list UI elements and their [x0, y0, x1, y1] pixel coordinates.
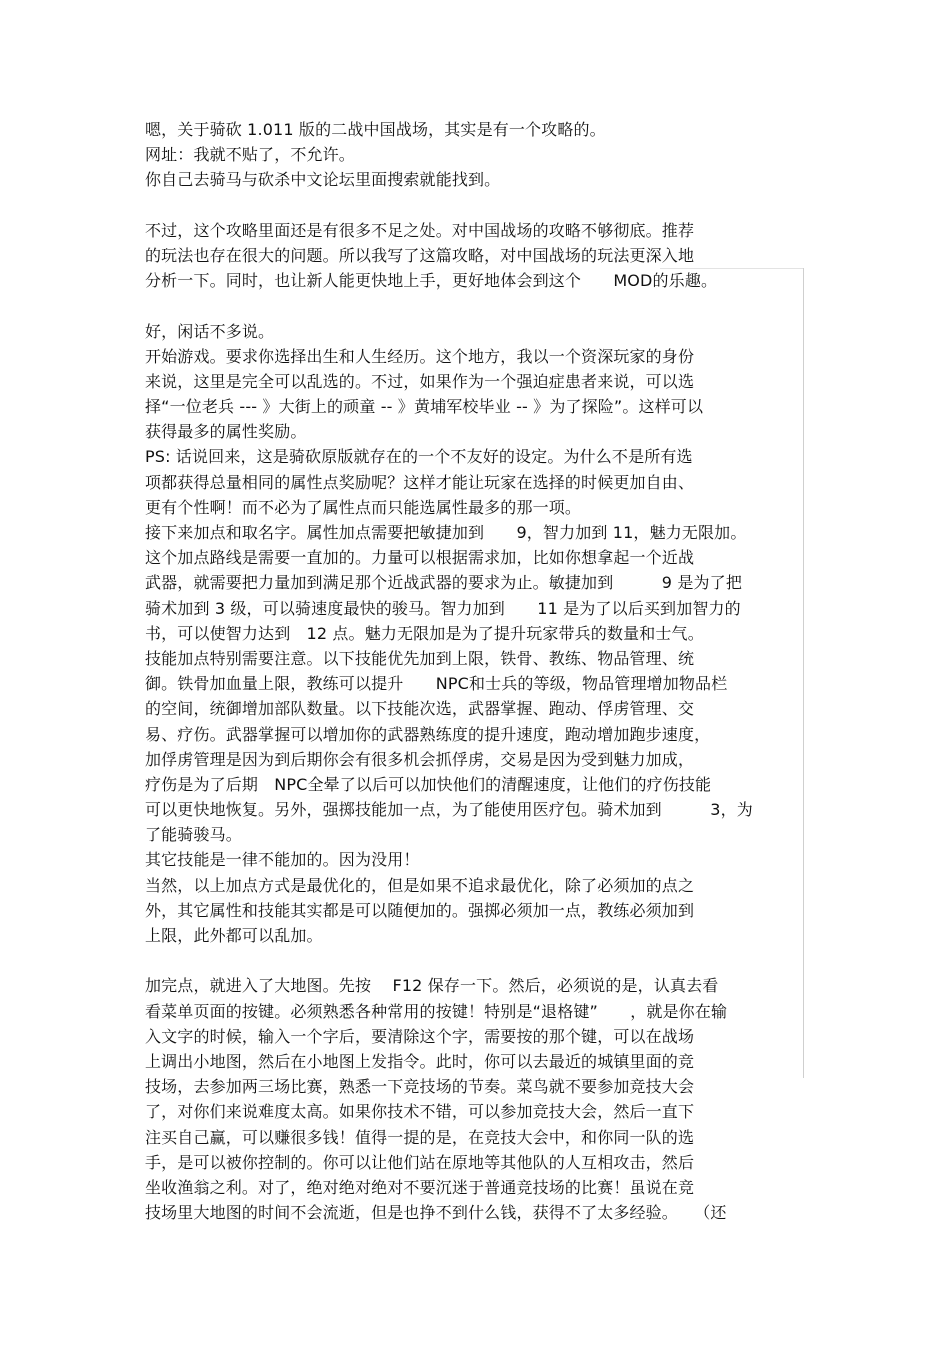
text-line: 分析一下。同时，也让新人能更快地上手，更好地体会到这个 MOD的乐趣。 — [145, 271, 718, 291]
text-line: 加俘虏管理是因为到后期你会有很多机会抓俘虏，交易是因为受到魅力加成， — [145, 749, 695, 769]
text-line: 接下来加点和取名字。属性加点需要把敏捷加到 9，智力加到 11，魅力无限加。 — [145, 523, 747, 542]
blank-line — [145, 193, 825, 218]
text-line: 注买自己赢，可以赚很多钱！值得一提的是，在竞技大会中，和你同一队的选 — [145, 1127, 695, 1147]
text-line: 更有个性啊！而不必为了属性点而只能选属性最多的那一项。 — [145, 497, 582, 517]
text-line: 获得最多的属性奖励。 — [145, 422, 307, 442]
text-line: 疗伤是为了后期 NPC全晕了以后可以加快他们的清醒速度，让他们的疗伤技能 — [145, 774, 712, 794]
text-line: 的空间，统御增加部队数量。以下技能次选，武器掌握、跑动、俘虏管理、交 — [145, 699, 695, 719]
text-line: 加完点，就进入了大地图。先按 F12 保存一下。然后，必须说的是，认真去看 — [145, 976, 719, 996]
text-line: 网址：我就不贴了，不允许。 — [145, 145, 355, 165]
text-line: 坐收渔翁之利。对了，绝对绝对绝对不要沉迷于普通竞技场的比赛！虽说在竞 — [145, 1177, 695, 1197]
text-line: 来说，这里是完全可以乱选的。不过，如果作为一个强迫症患者来说，可以选 — [145, 371, 695, 391]
text-line: 项都获得总量相同的属性点奖励呢？这样才能让玩家在选择的时候更加自由、 — [145, 472, 695, 492]
text-line: 当然，以上加点方式是最优化的，但是如果不追求最优化，除了必须加的点之 — [145, 875, 695, 895]
text-line: 手，是可以被你控制的。你可以让他们站在原地等其他队的人互相攻击，然后 — [145, 1152, 695, 1172]
blank-line — [145, 293, 825, 318]
text-line: 看菜单页面的按键。必须熟悉各种常用的按键！特别是“退格键” ，就是你在输 — [145, 1001, 728, 1021]
article-body — [145, 117, 825, 1225]
text-line: 上限，此外都可以乱加。 — [145, 926, 323, 945]
text-line: 这个加点路线是需要一直加的。力量可以根据需求加，比如你想拿起一个近战 — [145, 548, 695, 568]
text-line: 技场，去参加两三场比赛，熟悉一下竞技场的节奏。菜鸟就不要参加竞技大会 — [145, 1077, 695, 1097]
text-line: 御。铁骨加血量上限，教练可以提升 NPC和士兵的等级，物品管理增加物品栏 — [145, 674, 728, 694]
text-line: 的玩法也存在很大的问题。所以我写了这篇攻略，对中国战场的玩法更深入地 — [145, 245, 695, 265]
text-line: 择“一位老兵 --- 》大街上的顽童 -- 》黄埔军校毕业 -- 》为了探险”。这样可以 — [145, 397, 704, 417]
text-line: 骑术加到 3 级，可以骑速度最快的骏马。智力加到 11 是为了以后买到加智力的 — [145, 598, 741, 618]
text-line: 技能加点特别需要注意。以下技能优先加到上限，铁骨、教练、物品管理、统 — [145, 648, 695, 668]
text-line: 上调出小地图，然后在小地图上发指令。此时，你可以去最近的城镇里面的竞 — [145, 1051, 695, 1071]
text-line: 武器，就需要把力量加到满足那个近战武器的要求为止。敏捷加到 9 是为了把 — [145, 573, 742, 593]
text-line: 外，其它属性和技能其实都是可以随便加的。强掷必须加一点，教练必须加到 — [145, 900, 695, 920]
text-line: 开始游戏。要求你选择出生和人生经历。这个地方，我以一个资深玩家的身份 — [145, 346, 695, 366]
text-line: 了，对你们来说难度太高。如果你技术不错，可以参加竞技大会，然后一直下 — [145, 1102, 695, 1122]
text-line: 入文字的时候，输入一个字后，要清除这个字，需要按的那个键，可以在战场 — [145, 1026, 695, 1046]
text-line: 易、疗伤。武器掌握可以增加你的武器熟练度的提升速度，跑动增加跑步速度， — [145, 724, 711, 744]
text-line: 可以更快地恢复。另外，强掷技能加一点，为了能使用医疗包。骑术加到 3，为 — [145, 800, 753, 820]
text-line: 好，闲话不多说。 — [145, 321, 275, 341]
text-line: 你自己去骑马与砍杀中文论坛里面搜索就能找到。 — [145, 170, 501, 190]
text-line: 技场里大地图的时间不会流逝，但是也挣不到什么钱，获得不了太多经验。 （还 — [145, 1203, 727, 1223]
text-line: 不过，这个攻略里面还是有很多不足之处。对中国战场的攻略不够彻底。推荐 — [145, 220, 695, 240]
text-line: 书，可以使智力达到 12 点。魅力无限加是为了提升玩家带兵的数量和士气。 — [145, 623, 704, 643]
blank-line — [145, 948, 825, 973]
text-line: 了能骑骏马。 — [145, 825, 242, 845]
text-line: 其它技能是一律不能加的。因为没用！ — [145, 850, 420, 870]
text-line: 嗯，关于骑砍 1.011 版的二战中国战场，其实是有一个攻略的。 — [145, 120, 606, 139]
text-line: PS: 话说回来，这是骑砍原版就存在的一个不友好的设定。为什么不是所有选 — [145, 447, 693, 467]
